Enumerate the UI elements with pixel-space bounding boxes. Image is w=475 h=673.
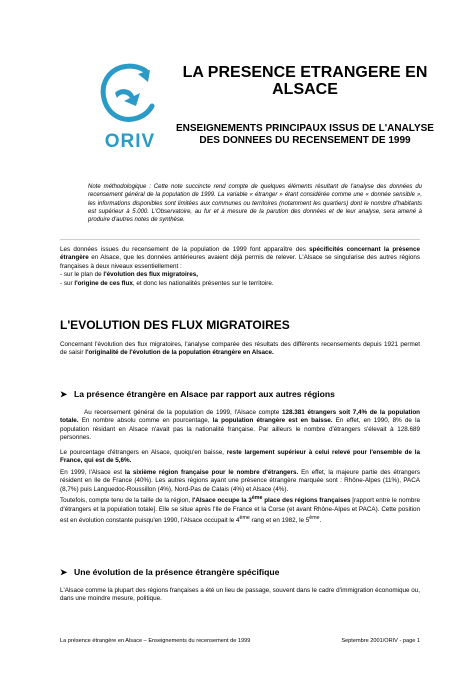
oriv-logo-text: ORIV bbox=[104, 131, 156, 152]
paragraph-text: . bbox=[319, 517, 322, 525]
subsection-heading-text: La présence étrangère en Alsace par rapport aux autres régions bbox=[74, 389, 335, 399]
paragraph-emphasis: la population étrangère est en baisse. bbox=[212, 417, 333, 425]
document-subtitle: ENSEIGNEMENTS PRINCIPAUX ISSUS DE L'ANALYSE DES DONNEES DU RECENSEMENT DE 1999 bbox=[176, 123, 434, 146]
paragraph-emphasis: l'originalité de l'évolution de la population étrangère en Alsace. bbox=[85, 349, 274, 357]
paragraph-emphasis bbox=[192, 497, 350, 504]
footer-left: La présence étrangère en Alsace – Enseignements du recensement de 1999 bbox=[60, 638, 251, 644]
page-footer bbox=[60, 638, 420, 645]
section-heading: L'EVOLUTION DES FLUX MIGRATOIRES bbox=[60, 318, 290, 332]
paragraph-emphasis: 128.381 étrangers soit 7,4% de la population totale. bbox=[60, 409, 421, 425]
intro-list-item: - sur le plan de bbox=[60, 271, 104, 279]
arrow-bullet-icon: ➤ bbox=[60, 567, 68, 577]
paragraph-text: Le pourcentage d'étrangers en Alsace, quoiqu'en baisse, bbox=[60, 449, 227, 456]
paragraph-text: En effet, la majeure partie des étrangers résident en Ile de France (40%). Les autres régions ayant une présence étrangère marquée sont : Rhône-Alpes (11%), PACA (8,7%) puis Languedoc-Roussillon (4%), Nord-Pas de Calais (4%) et Alsace (4%). bbox=[60, 469, 420, 493]
paragraph-emphasis: la sixième région française pour le nombre d'étrangers. bbox=[124, 469, 299, 476]
superscript: ème bbox=[251, 495, 263, 502]
intro-list-emphasis: l'évolution des flux migratoires, bbox=[103, 271, 198, 279]
paragraph-passage bbox=[60, 587, 420, 604]
superscript: ème bbox=[239, 515, 250, 522]
divider bbox=[60, 239, 420, 240]
intro-list-emphasis: l'origine de ces flux bbox=[74, 279, 133, 287]
emphasis-text: place des régions françaises bbox=[262, 497, 351, 505]
intro-emphasis: spécificités concernant la présence étrangère bbox=[60, 246, 420, 262]
subsection-heading-1 bbox=[60, 389, 420, 399]
intro-list-item: , et donc les nationalités présentes sur le territoire. bbox=[132, 279, 274, 287]
superscript: ème bbox=[309, 515, 320, 522]
intro-list-item: - sur bbox=[60, 279, 75, 287]
paragraph-text: L'Alsace comme la plupart des régions françaises a été un lieu de passage, souvent dans le cadre d'immigration économique ou, dans une moindre mesure, politique. bbox=[60, 587, 420, 603]
intro-text: Les données issues du recensement de la population de 1999 font apparaître des bbox=[60, 246, 310, 253]
paragraph-text: Au recensement général de la population de 1999, l'Alsace compte bbox=[84, 409, 283, 416]
section-intro-paragraph bbox=[60, 341, 420, 358]
arrow-bullet-icon: ➤ bbox=[60, 389, 68, 399]
paragraph-foreigners-count bbox=[60, 409, 420, 443]
document-title: LA PRESENCE ETRANGERE EN ALSACE bbox=[182, 64, 428, 98]
intro-paragraph bbox=[60, 246, 420, 288]
paragraph-text: En 1999, l'Alsace est bbox=[60, 469, 125, 476]
paragraph-emphasis: reste largement supérieur à celui relevé pour l'ensemble de la France, qui est de 5,6%. bbox=[60, 449, 420, 465]
paragraph-text: [rapport entre le nombre d'étrangers et la population totale]. Elle se situe après l'Ile de France et la Corse (et avant Rhône-Alpes et PACA). Cette position est en évolution constante puisqu'en 1990, l'Alsace occupait le 4 bbox=[60, 497, 420, 525]
paragraph-text: Concernant l'évolution des flux migratoires, l'analyse comparée des résultats des différents recensements depuis 1921 permet de saisir bbox=[60, 341, 420, 357]
intro-text: en Alsace, que les données antérieures avaient déjà permis de relever. L'Alsace se singularise des autres régions françaises à deux niveaux essentiellement : bbox=[60, 254, 420, 270]
emphasis-text: l'Alsace occupe la 3 bbox=[192, 497, 252, 505]
paragraph-text: Toutefois, compte tenu de la taille de la région, bbox=[60, 497, 193, 505]
footer-right: Septembre 2001/ORIV - page 1 bbox=[341, 638, 420, 644]
subsection-heading-text: Une évolution de la présence étrangère spécifique bbox=[74, 567, 280, 577]
oriv-arrow-icon bbox=[98, 60, 160, 130]
methodology-note: Note méthodologique : Cette note succincte rend compte de quelques éléments résultant de l'analyse des données du recensement général de la population de 1999. La variable « étranger » étant considérée comme une « donnée sensible », les informations disponibles sont limitées aux communes ou territoires (notamment les quartiers) dont le nombre d'habitants est supérieur à 5.000. L'Observatoire, au fur et à mesure de la parution des données et de leur analyse, sera amené à produire d'autres notes de synthèse. bbox=[88, 184, 422, 224]
paragraph-text: En nombre absolu comme en pourcentage, bbox=[78, 417, 213, 425]
paragraph-text: rang et en 1982, le 5 bbox=[249, 517, 310, 525]
subsection-heading-2 bbox=[60, 567, 420, 577]
paragraph-ranking bbox=[60, 469, 420, 526]
paragraph-percentage bbox=[60, 449, 420, 466]
paragraph-text: En effet, en 1990, 8% de la population résidant en Alsace n'avait pas la nationalité française. Par ailleurs le nombre d'étrangers s'élevait à 128.689 personnes. bbox=[60, 417, 420, 442]
